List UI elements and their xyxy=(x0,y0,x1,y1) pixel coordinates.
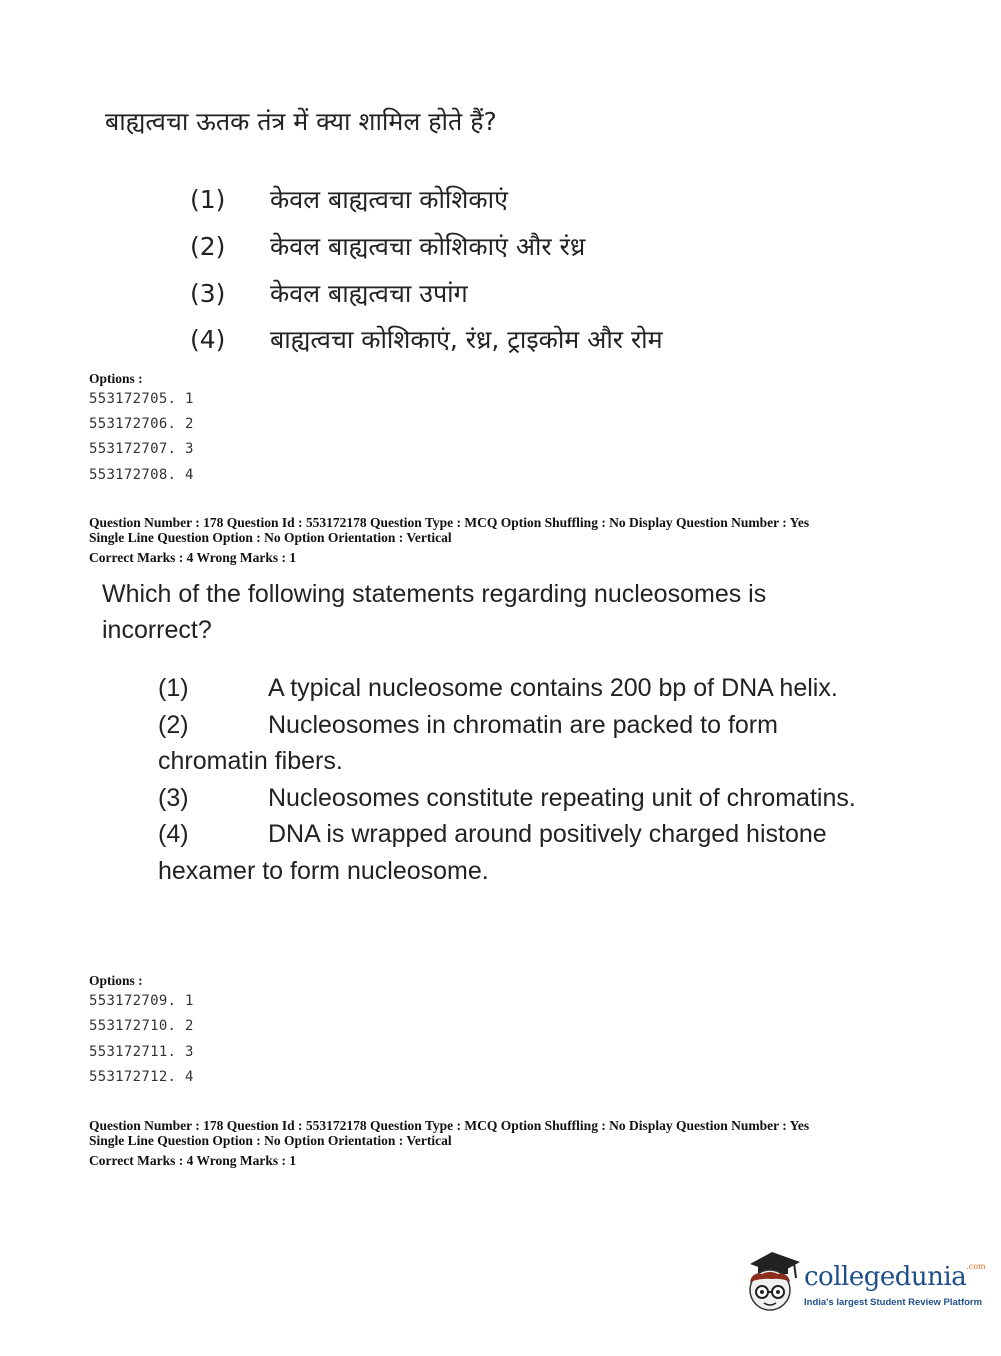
question-meta-line: Question Number : 178 Question Id : 553172178 Question Type : MCQ Option Shuffling : No Display Question Number : Yes xyxy=(89,1118,810,1133)
choice-text: Nucleosomes constitute repeating unit of chromatins. xyxy=(268,783,856,812)
options-label: Options : xyxy=(89,371,143,386)
option-id: 553172708. 4 xyxy=(89,467,194,483)
option-id: 553172711. 3 xyxy=(89,1044,194,1060)
question-1-text: बाह्यत्वचा ऊतक तंत्र में क्या शामिल होते हैं? xyxy=(105,107,497,136)
mascot-logo-icon xyxy=(742,1248,802,1314)
choice-number: (2) xyxy=(190,232,226,261)
brand-suffix: .com xyxy=(966,1262,986,1271)
choice-number: (4) xyxy=(190,325,226,354)
option-id: 553172712. 4 xyxy=(89,1069,194,1085)
question-2-choice-3 xyxy=(158,780,858,817)
brand-name xyxy=(804,1262,986,1292)
question-1-choice-2 xyxy=(190,229,585,263)
choice-number: (1) xyxy=(158,674,189,702)
marks-line: Correct Marks : 4 Wrong Marks : 1 xyxy=(89,550,297,565)
question-2-text: Which of the following statements regarding nucleosomes is incorrect? xyxy=(102,580,767,644)
question-1-choice-4 xyxy=(190,322,663,356)
question-2-choices xyxy=(158,670,858,889)
option-id: 553172707. 3 xyxy=(89,441,194,457)
marks-line: Correct Marks : 4 Wrong Marks : 1 xyxy=(89,1153,297,1168)
options-label: Options : xyxy=(89,973,143,988)
choice-number: (4) xyxy=(158,820,189,848)
option-id: 553172706. 2 xyxy=(89,416,194,432)
choice-number: (3) xyxy=(158,783,189,812)
choice-text: केवल बाह्यत्वचा कोशिकाएं और रंध्र xyxy=(270,232,586,261)
question-1-choice-1 xyxy=(190,182,508,216)
question-meta-line: Single Line Question Option : No Option Orientation : Vertical xyxy=(89,530,452,545)
question-2-choice-2 xyxy=(158,707,858,780)
question-1-choice-3 xyxy=(190,276,468,310)
choice-number: (1) xyxy=(190,185,226,214)
choice-text: बाह्यत्वचा कोशिकाएं, रंध्र, ट्राइकोम और रोम xyxy=(270,325,663,354)
question-2-choice-4 xyxy=(158,816,858,889)
choice-number: (2) xyxy=(158,710,189,739)
option-id: 553172709. 1 xyxy=(89,993,194,1009)
brand-tagline: India's largest Student Review Platform xyxy=(804,1297,983,1308)
question-meta-line: Single Line Question Option : No Option Orientation : Vertical xyxy=(89,1133,452,1148)
choice-text: A typical nucleosome contains 200 bp of DNA helix. xyxy=(268,674,838,702)
choice-text: केवल बाह्यत्वचा कोशिकाएं xyxy=(270,185,508,214)
choice-text: Nucleosomes in chromatin are packed to form chromatin fibers. xyxy=(158,710,778,775)
brand-name-text: collegedunia xyxy=(804,1262,967,1292)
question-2-choice-1 xyxy=(158,670,858,707)
choice-text: DNA is wrapped around positively charged histone hexamer to form nucleosome. xyxy=(158,820,827,885)
option-id: 553172705. 1 xyxy=(89,391,194,407)
choice-text: केवल बाह्यत्वचा उपांग xyxy=(270,279,468,308)
question-meta-line: Question Number : 178 Question Id : 553172178 Question Type : MCQ Option Shuffling : No Display Question Number : Yes xyxy=(89,515,810,530)
choice-number: (3) xyxy=(190,279,226,308)
option-id: 553172710. 2 xyxy=(89,1018,194,1034)
